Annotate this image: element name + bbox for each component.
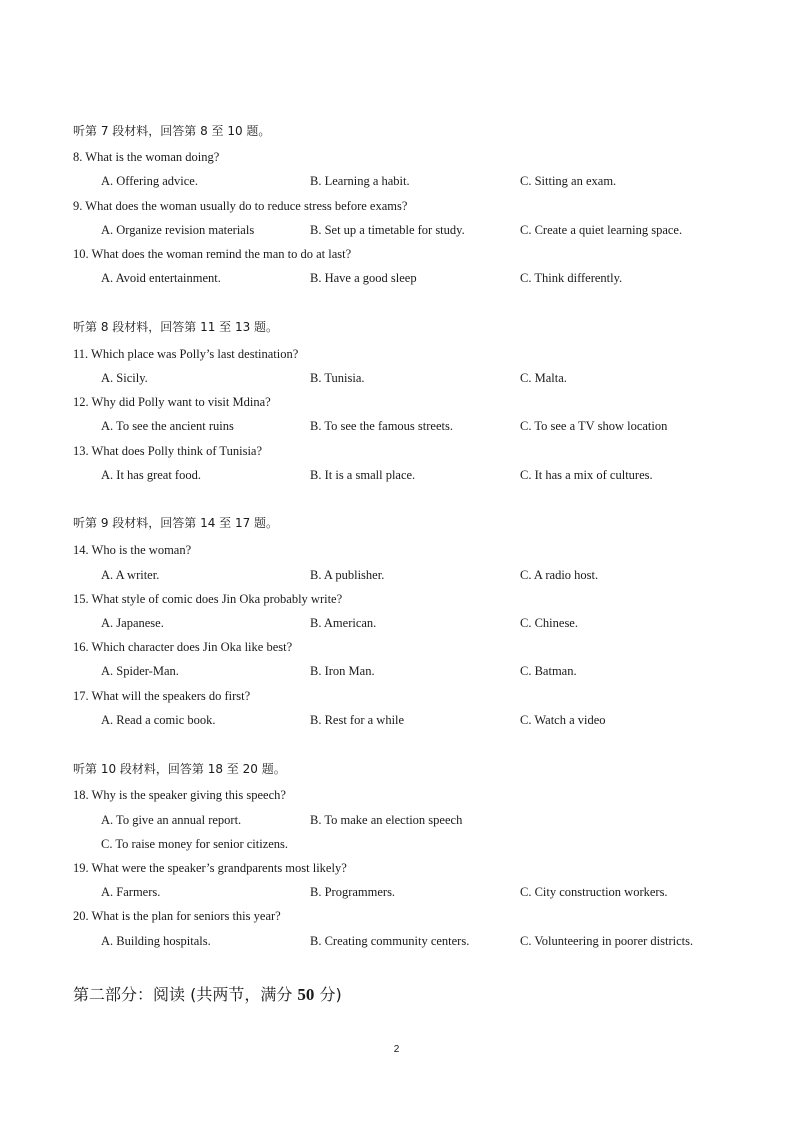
option-a: A. Japanese. <box>101 616 164 630</box>
option-b: B. Have a good sleep <box>310 271 417 285</box>
option-b: B. American. <box>310 616 377 630</box>
option-a: A. Sicily. <box>101 371 148 385</box>
question-stem: 12. Why did Polly want to visit Mdina? <box>73 395 271 409</box>
option-c: C. Malta. <box>520 371 567 385</box>
option-c: C. To see a TV show location <box>520 419 668 433</box>
question-stem: 16. Which character does Jin Oka like best? <box>73 640 293 654</box>
question-stem: 19. What were the speaker’s grandparents most likely? <box>73 861 347 875</box>
question-stem: 11. Which place was Polly’s last destination? <box>73 347 299 361</box>
question-stem: 10. What does the woman remind the man to do at last? <box>73 247 352 261</box>
option-b: B. To see the famous streets. <box>310 419 453 433</box>
option-a: A. To give an annual report. <box>101 813 242 827</box>
option-a: A. Organize revision materials <box>101 223 255 237</box>
option-b: B. Programmers. <box>310 885 396 899</box>
option-c: C. Watch a video <box>520 713 606 727</box>
part-two-title <box>73 985 342 1005</box>
section-heading: 听第 10 段材料，回答第 18 至 20 题。 <box>73 762 286 776</box>
question-stem: 9. What does the woman usually do to reduce stress before exams? <box>73 199 408 213</box>
question-stem: 17. What will the speakers do first? <box>73 689 251 703</box>
option-c: C. Chinese. <box>520 616 578 630</box>
option-a: A. Offering advice. <box>101 174 198 188</box>
option-b: B. To make an election speech <box>310 813 463 827</box>
option-c: C. It has a mix of cultures. <box>520 468 653 482</box>
option-a: A. A writer. <box>101 568 160 582</box>
question-stem: 20. What is the plan for seniors this year? <box>73 909 281 923</box>
section-heading: 听第 8 段材料，回答第 11 至 13 题。 <box>73 320 279 334</box>
part-title-score: 50 <box>297 985 315 1004</box>
option-b: B. Learning a habit. <box>310 174 410 188</box>
section-heading: 听第 7 段材料，回答第 8 至 10 题。 <box>73 124 271 138</box>
option-c: C. City construction workers. <box>520 885 668 899</box>
option-a: A. To see the ancient ruins <box>101 419 234 433</box>
option-a: A. It has great food. <box>101 468 201 482</box>
question-stem: 15. What style of comic does Jin Oka probably write? <box>73 592 343 606</box>
option-b: B. Iron Man. <box>310 664 375 678</box>
option-c: C. Batman. <box>520 664 577 678</box>
option-a: A. Avoid entertainment. <box>101 271 221 285</box>
option-c: C. A radio host. <box>520 568 599 582</box>
option-b: B. Tunisia. <box>310 371 365 385</box>
part-title-suffix: 分) <box>314 985 342 1004</box>
option-b: B. Set up a timetable for study. <box>310 223 465 237</box>
option-a: A. Spider-Man. <box>101 664 179 678</box>
option-a: A. Building hospitals. <box>101 934 211 948</box>
question-stem: 13. What does Polly think of Tunisia? <box>73 444 263 458</box>
option-b: B. Rest for a while <box>310 713 405 727</box>
section-heading: 听第 9 段材料，回答第 14 至 17 题。 <box>73 516 279 530</box>
option-c: C. Create a quiet learning space. <box>520 223 683 237</box>
option-b: B. It is a small place. <box>310 468 416 482</box>
option-b: B. A publisher. <box>310 568 385 582</box>
option-b: B. Creating community centers. <box>310 934 470 948</box>
question-stem: 8. What is the woman doing? <box>73 150 220 164</box>
page-number: 2 <box>393 1044 400 1055</box>
option-c: C. Think differently. <box>520 271 623 285</box>
part-title-prefix: 第二部分：阅读 (共两节，满分 <box>73 985 298 1004</box>
option-c: C. Sitting an exam. <box>520 174 617 188</box>
option-a: A. Farmers. <box>101 885 161 899</box>
question-stem: 14. Who is the woman? <box>73 543 192 557</box>
option-a: A. Read a comic book. <box>101 713 216 727</box>
option-c: C. To raise money for senior citizens. <box>101 837 289 851</box>
question-stem: 18. Why is the speaker giving this speech? <box>73 788 286 802</box>
option-c: C. Volunteering in poorer districts. <box>520 934 694 948</box>
